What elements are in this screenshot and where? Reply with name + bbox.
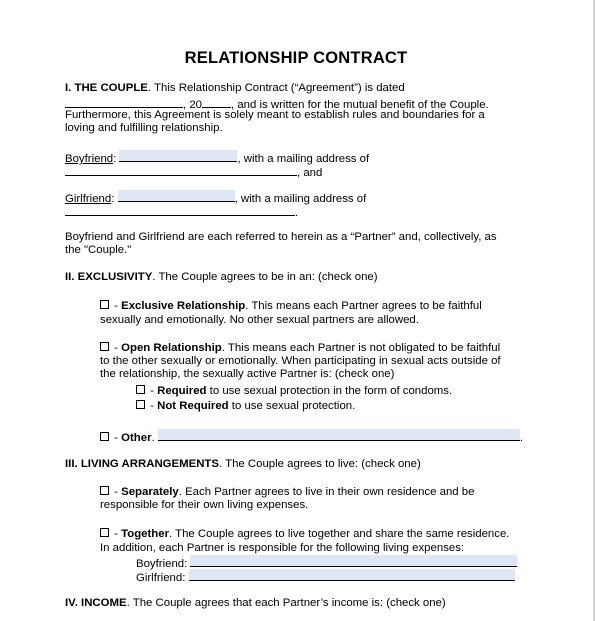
section-4-heading: IV. INCOME [65,597,127,609]
section-4-line: IV. INCOME. The Couple agrees that each Partner’s income is: (check one) [65,597,446,609]
section-3-heading: III. LIVING ARRANGEMENTS [65,458,219,470]
other-field[interactable] [158,429,520,441]
together-option: - Together. The Couple agrees to live together and share the same residence. [100,528,509,541]
open-description-2: the relationship, the sexually active Partner is: (check one) [100,368,395,380]
exclusive-label: Exclusive Relationship [121,300,246,312]
section-1-line-1: I. THE COUPLE. This Relationship Contract (“Agreement”) is dated [65,82,405,94]
boyfriend-expenses-label: Boyfriend: [136,558,188,570]
open-checkbox[interactable] [100,342,109,351]
date-year-field[interactable] [202,96,231,108]
girlfriend-expenses-line [136,569,515,585]
section-2-line: II. EXCLUSIVITY. The Couple agrees to be in an: (check one) [65,271,378,283]
date-day-month-field[interactable] [65,96,183,108]
open-option: - Open Relationship. This means each Partner is not obligated to be faithful [100,342,500,355]
other-label: Other [121,432,152,444]
girlfriend-address-field[interactable] [65,204,295,216]
protection-not-required-option: - Not Required to use sexual protection. [136,400,355,413]
partner-definition-line-2: the "Couple." [65,244,132,256]
together-description: In addition, each Partner is responsible for the following living expenses: [100,542,465,554]
separately-checkbox[interactable] [100,486,109,495]
not-required-label: Not Required [157,400,229,412]
section-1-line-3: Furthermore, this Agreement is solely meant to establish rules and boundaries for a [65,109,485,121]
exclusive-checkbox[interactable] [100,300,109,309]
girlfriend-expenses-label: Girlfriend: [136,572,186,584]
boyfriend-address-field[interactable] [65,164,297,176]
section-1-heading: I. THE COUPLE [65,82,148,94]
boyfriend-name-field[interactable] [119,150,237,162]
boyfriend-label: Boyfriend [65,153,114,165]
document-title: RELATIONSHIP CONTRACT [184,49,408,67]
protection-required-option: - Required to use sexual protection in the form of condoms. [136,385,452,398]
separately-description: responsible for their own living expenses. [100,499,309,511]
separately-option: - Separately. Each Partner agrees to live in their own residence and be [100,486,474,499]
section-1-line-2: , 20 , and is written for the mutual benefit of the Couple. [65,96,489,112]
boyfriend-expenses-field[interactable] [190,555,517,567]
section-3-line: III. LIVING ARRANGEMENTS. The Couple agrees to live: (check one) [65,458,421,470]
other-checkbox[interactable] [100,432,109,441]
girlfriend-expenses-field[interactable] [189,569,515,581]
open-description-1: to the other sexually or emotionally. When participating in sexual acts outside of [100,355,501,367]
exclusive-option: - Exclusive Relationship. This means each Partner agrees to be faithful [100,300,482,313]
protection-not-required-checkbox[interactable] [136,400,145,409]
girlfriend-name-field[interactable] [118,190,235,202]
together-label: Together [121,528,170,540]
boyfriend-line: Boyfriend: , with a mailing address of [65,150,369,166]
boyfriend-address-line: , and [65,164,322,180]
girlfriend-label: Girlfriend [65,193,112,205]
required-label: Required [157,385,207,397]
partner-definition-line-1: Boyfriend and Girlfriend are each referred to herein as a “Partner” and, collectively, as [65,231,497,243]
section-1-line-4: loving and fulfilling relationship. [65,122,223,134]
girlfriend-line: Girlfriend: , with a mailing address of [65,190,366,206]
separately-label: Separately [121,486,179,498]
together-checkbox[interactable] [100,528,109,537]
girlfriend-address-line: . [65,204,298,220]
section-2-heading: II. EXCLUSIVITY [65,271,153,283]
open-label: Open Relationship [121,342,222,354]
exclusive-description: sexually and emotionally. No other sexual partners are allowed. [100,314,419,326]
other-option: - Other. . [100,429,523,445]
protection-required-checkbox[interactable] [136,385,145,394]
